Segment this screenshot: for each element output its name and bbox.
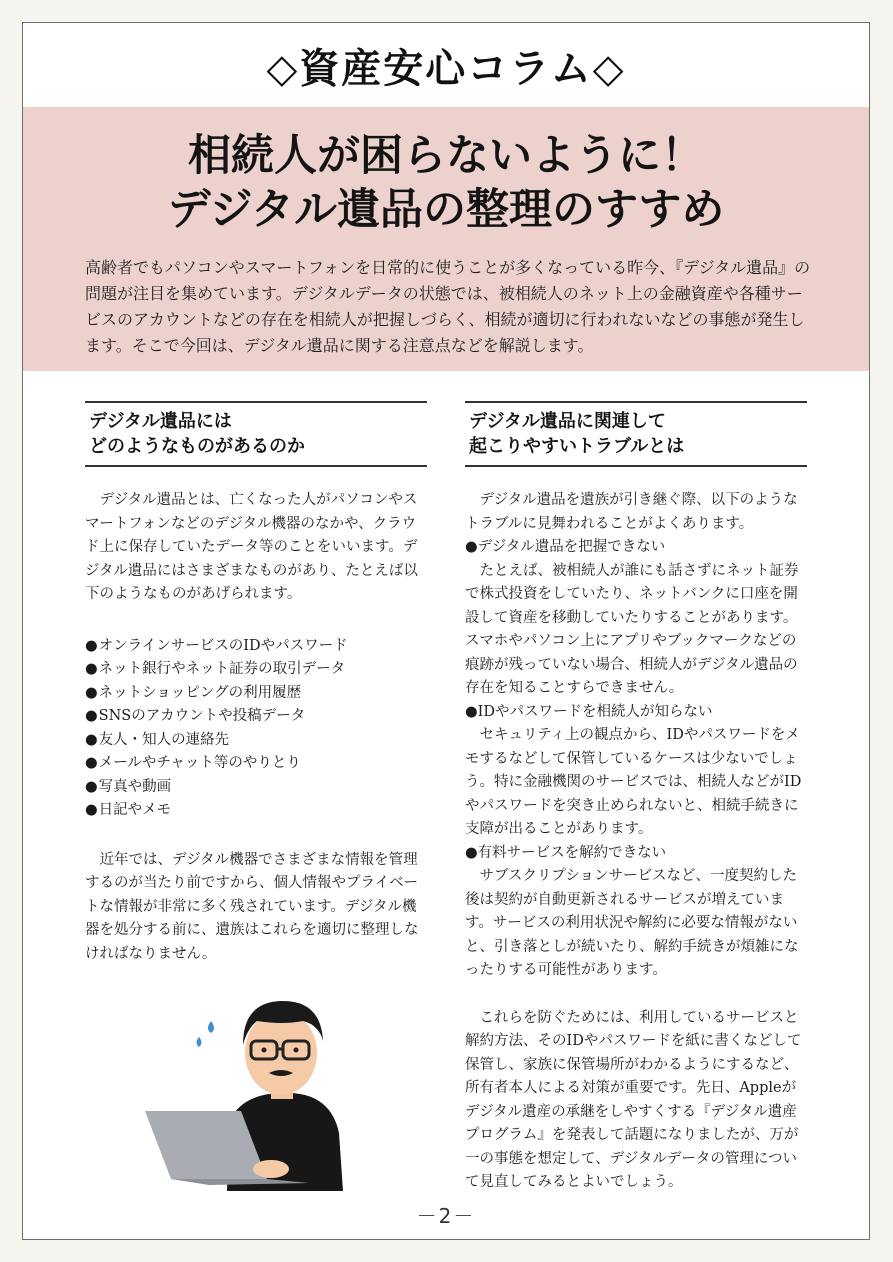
trouble-body-2: セキュリティ上の観点から、IDやパスワードをメモするなどして保管しているケースは少ないでしょう。特に金融機関のサービスでは、相続人などがIDやパスワードを突き止められないと、相続手続きに支障が出ることがあります。 [465,727,802,837]
left-section-heading [85,401,427,467]
list-item: ● オンラインサービスのIDやパスワード [85,635,427,659]
list-item: ● 友人・知人の連絡先 [85,729,427,753]
man-with-laptop-icon [131,993,351,1193]
right-heading-line1: デジタル遺品に関連して [469,411,666,432]
column-title: ◇資産安心コラム◇ [266,45,626,92]
list-item: ● 日記やメモ [85,799,427,823]
left-heading-line1: デジタル遺品には [89,411,232,432]
list-item: ● ネットショッピングの利用履歴 [85,682,427,706]
right-column [465,401,807,1195]
trouble-body-1: たとえば、被相続人が誰にも話さずにネット証券で株式投資をしていたり、ネットバンクに口座を開設して資産を移動していたりすることがあります。スマホやパソコン上にアプリやブックマークなどの痕跡が残っていない場合、相続人がデジタル遺品の存在を知ることすらできません。 [465,562,799,696]
article-title-line1: 相続人が困らないように！ [188,131,704,181]
trouble-body-3: サブスクリプションサービスなど、一度契約した後は契約が自動更新されるサービスが増えています。サービスの利用状況や解約に必要な情報がないと、引き落としが続いたり、解約手続きが煩雑になったりする可能性があります。 [465,868,799,978]
right-heading-line2: 起こりやすいトラブルとは [469,436,685,457]
document-page [22,22,870,1240]
sweat-drop-icon [208,1021,214,1033]
article-title [23,129,869,237]
list-item: ● メールやチャット等のやりとり [85,752,427,776]
trouble-heading-1: ● デジタル遺品を把握できない [465,536,807,560]
page-number: －2－ [416,1204,476,1228]
left-column [85,401,427,966]
list-item: ● SNSのアカウントや投稿データ [85,705,427,729]
column-header [23,23,869,107]
left-heading-line2: どのようなものがあるのか [89,436,305,457]
trouble-heading-2: ● IDやパスワードを相続人が知らない [465,701,807,725]
trouble-heading-3: ● 有料サービスを解約できない [465,842,807,866]
left-paragraph-1: デジタル遺品とは、亡くなった人がパソコンやスマートフォンなどのデジタル機器のなかや、クラウド上に保存していたデータ等のことをいいます。デジタル遺品にはさまざまなものがあり、たとえば以下のようなものがあげられます。 [85,492,418,602]
sweat-drop-icon [197,1037,202,1047]
right-section-heading [465,401,807,467]
left-paragraph-2: 近年では、デジタル機器でさまざまな情報を管理するのが当たり前ですから、個人情報やプライベートな情報が非常に多く残されています。デジタル機器を処分する前に、遺族はこれらを適切に整理しなければなりません。 [85,851,419,962]
article-title-line2: デジタル遺品の整理のすすめ [167,185,725,235]
right-paragraph-1: デジタル遺品を遺族が引き継ぐ際、以下のようなトラブルに見舞われることがよくあります。 [465,492,798,532]
intro-paragraph: 高齢者でもパソコンやスマートフォンを日常的に使うことが多くなっている昨今、『デジタル遺品』の問題が注目を集めています。デジタルデータの状態では、被相続人のネット上の金融資産や各種サービスのアカウントなどの存在を相続人が把握しづらく、相続が適切に行われないなどの事態が発生します。そこで今回は、デジタル遺品に関する注意点などを解説します。 [85,258,811,355]
digital-legacy-list [85,635,427,823]
hero-section [23,107,869,371]
closing-paragraph: これらを防ぐためには、利用しているサービスと解約方法、そのIDやパスワードを紙に書くなどして保管し、家族に保管場所がわかるようにするなど、所有者本人による対策が重要です。先日、Appleがデジタル遺産の承継をしやすくする『デジタル遺産プログラム』を発表して話題になりましたが、万が一の事態を想定して、デジタルデータの管理について見直してみるとよいでしょう。 [465,1009,802,1190]
list-item: ● 写真や動画 [85,776,427,800]
list-item: ● ネット銀行やネット証券の取引データ [85,658,427,682]
